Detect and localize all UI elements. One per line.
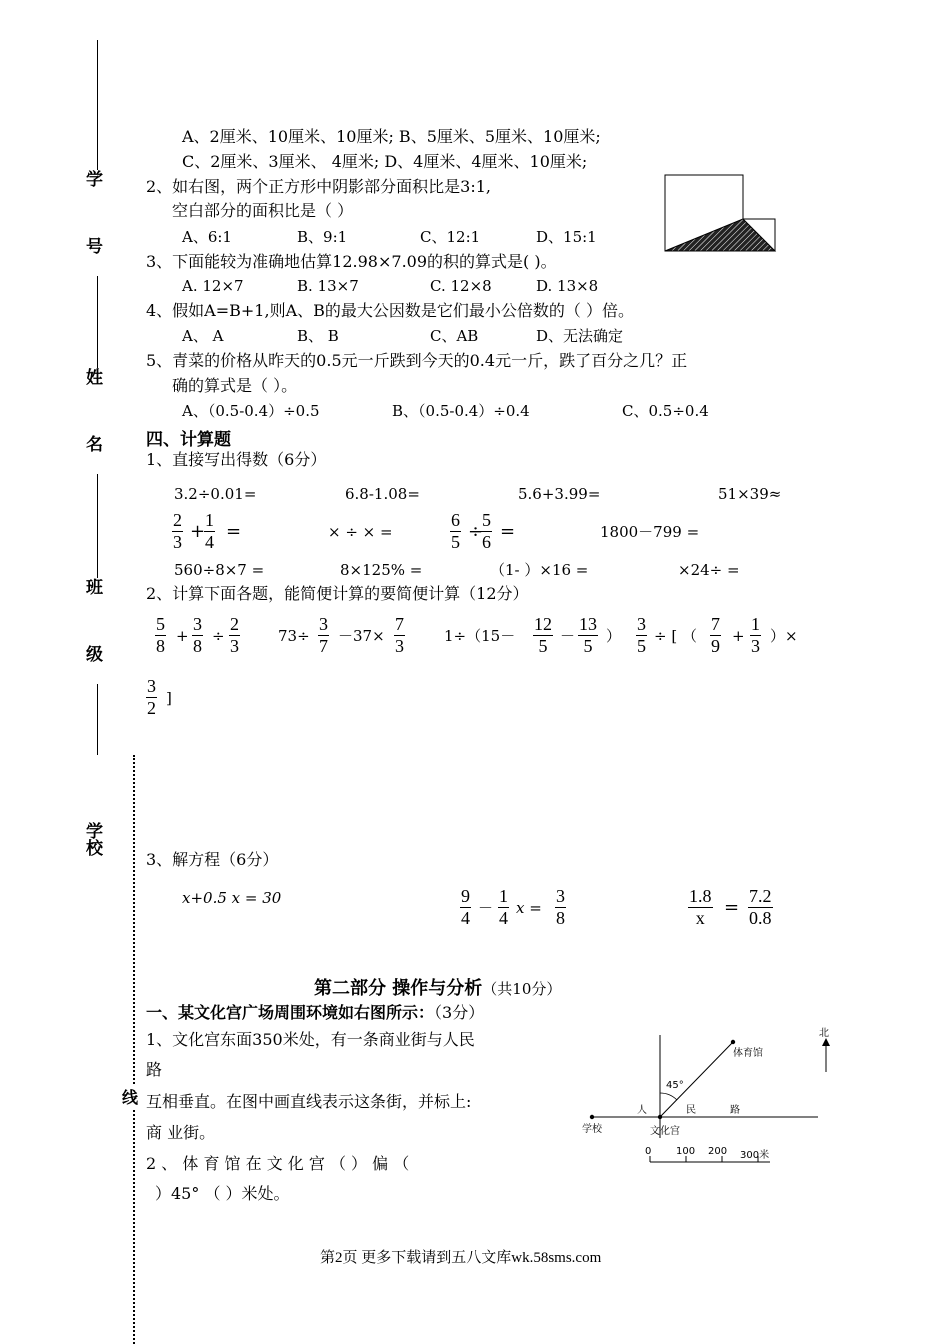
angle-arc (660, 1093, 677, 1100)
q4-option-b: B、 B (297, 327, 339, 345)
shaded-triangle (665, 219, 775, 251)
q5-option-b: B、（0.5-0.4）÷0.4 (392, 402, 530, 420)
q2-option-c: C、12:1 (420, 228, 481, 246)
map-north-label: 北 (819, 1028, 829, 1039)
calc-r3-4: ×24÷ = (678, 561, 740, 579)
e4-frac1: 3 5 (637, 614, 646, 656)
section4-title: 四、计算题 (146, 430, 231, 450)
e4-frac2: 7 9 (711, 614, 720, 656)
e1-frac2: 3 8 (193, 614, 202, 656)
calc-r2-2: × ÷ × = (328, 523, 393, 541)
calc-r2-frac-b: 1 4 (205, 510, 214, 552)
q3-option-b: B. 13×7 (297, 277, 359, 295)
e1-op2: ÷ (212, 627, 225, 645)
q5-option-c: C、0.5÷0.4 (622, 402, 709, 420)
q1-options-row1: A、2厘米、10厘米、10厘米; B、5厘米、5厘米、10厘米; (182, 127, 601, 146)
calc-r2-frac-d: 5 6 (482, 510, 491, 552)
calc-r2-4: 1800－799 = (600, 523, 700, 541)
e4-plus: + (732, 627, 745, 645)
e4-post: ）× (770, 627, 798, 645)
q5-option-a: A、（0.5-0.4）÷0.5 (182, 402, 320, 420)
e3-mid: － (560, 627, 576, 645)
map-scale-200: 200 (708, 1146, 728, 1157)
part2-line6: ）45° （ ）米处。 (155, 1184, 290, 1203)
map-school-label: 学校 (582, 1124, 602, 1135)
q2-line2: 空白部分的面积比是（ ） (172, 201, 354, 220)
e2-mid: －37× (338, 627, 385, 645)
part2-score: （共10分） (482, 980, 562, 998)
map-scale-0: 0 (645, 1146, 652, 1157)
q1-options-row2: C、2厘米、3厘米、 4厘米; D、4厘米、4厘米、10厘米; (182, 152, 588, 171)
map-center-label: 文化宫 (650, 1126, 680, 1137)
calc-r3-3: （1- ）×16 = (490, 561, 589, 579)
q4-line: 4、假如A=B+1,则A、B的最大公因数是它们最小公倍数的（ ）倍。 (146, 301, 634, 320)
part2-q1-title-text: 一、某文化宫广场周围环境如右图所示： (146, 1003, 435, 1022)
part2-line5: 2 、 体 育 馆 在 文 化 宫 （ ） 偏 （ (146, 1154, 410, 1173)
map-scale-100: 100 (676, 1146, 696, 1157)
q2-option-a: A、6:1 (182, 228, 232, 246)
e4-frac3: 1 3 (751, 614, 760, 656)
calc-r2-op1: + (190, 521, 206, 542)
name-label: 姓 名 (80, 368, 105, 474)
q3-option-a: A. 12×7 (182, 277, 244, 295)
e2-frac1: 3 7 (319, 614, 328, 656)
map-angle-label: 45° (666, 1080, 684, 1091)
calc-r1-3: 5.6+3.99= (518, 485, 601, 503)
q3-option-d: D. 13×8 (536, 277, 599, 295)
q3-line: 3、下面能较为准确地估算12.98×7.09的积的算式是( )。 (146, 252, 557, 271)
squares-figure (660, 172, 780, 254)
map-road-char3: 路 (730, 1105, 740, 1116)
school-point (590, 1115, 594, 1119)
binding-line-char: 线 (122, 1085, 138, 1108)
calc-q3-title: 3、解方程（6分） (146, 850, 279, 869)
class-label: 班 级 (80, 578, 105, 684)
eq3-eq: = (724, 897, 740, 918)
eq1: x+0.5 x = 30 (182, 889, 282, 907)
calc-q2-title: 2、计算下面各题，能简便计算的要简便计算（12分） (146, 584, 529, 603)
calc-r2-frac-a: 2 3 (173, 510, 182, 552)
q2-option-b: B、9:1 (297, 228, 348, 246)
e3-pre: 1÷（15－ (444, 627, 516, 645)
part2-title (314, 974, 561, 1000)
calc-r1-4: 51×39≈ (718, 485, 782, 503)
q2-option-d: D、15:1 (536, 228, 597, 246)
e2-frac2: 7 3 (395, 614, 404, 656)
q5-line2: 确的算式是（ ）。 (172, 376, 298, 395)
calc-r1-1: 3.2÷0.01= (174, 485, 257, 503)
calc-r2-op3: ÷ (468, 521, 484, 542)
eq3-frac2: 7.2 0.8 (749, 886, 772, 928)
part2-q1-score: （3分） (434, 1003, 485, 1022)
eq2-op: － (478, 899, 494, 917)
eq3-frac1: 1.8 x (689, 886, 712, 928)
q2-line1: 2、如右图，两个正方形中阴影部分面积比是3:1, (146, 177, 492, 196)
map-figure (570, 1020, 840, 1170)
e4-mid: ÷ [ （ (654, 627, 697, 645)
calc-r1-2: 6.8-1.08= (345, 485, 420, 503)
part2-q1-title (146, 1000, 484, 1023)
e4-tail-bracket: ] (166, 689, 172, 707)
e3-frac1: 12 5 (534, 614, 552, 656)
page-footer: 第2页 更多下载请到五八文库wk.58sms.com (320, 1250, 602, 1266)
e3-frac2: 13 5 (579, 614, 597, 656)
e3-post: ） (606, 627, 622, 645)
student-number-label: 学 号 (80, 170, 105, 276)
eq2-frac3: 3 8 (556, 886, 565, 928)
map-road-char2: 民 (686, 1105, 696, 1116)
q3-option-c: C. 12×8 (430, 277, 492, 295)
part2-line2: 路 (146, 1060, 163, 1079)
q4-option-c: C、AB (430, 327, 479, 345)
e2-pre: 73÷ (278, 627, 310, 645)
calc-r2-frac-c: 6 5 (451, 510, 460, 552)
eq2-frac1: 9 4 (461, 886, 470, 928)
e4-tail-frac: 3 2 (147, 676, 156, 718)
e1-frac1: 5 8 (156, 614, 165, 656)
eq2-var: x = (516, 899, 542, 917)
part2-line4: 商 业街。 (146, 1123, 216, 1142)
e1-frac3: 2 3 (230, 614, 239, 656)
binding-line-dotted (133, 755, 135, 1344)
q4-option-d: D、无法确定 (536, 327, 624, 345)
map-road-char1: 人 (637, 1105, 647, 1116)
map-scale-300: 300米 (740, 1150, 770, 1161)
q4-option-a: A、 A (182, 327, 224, 345)
part2-title-text: 第二部分 操作与分析 (314, 978, 483, 999)
school-label: 学校 (80, 822, 105, 856)
part2-line3: 互相垂直。在图中画直线表示这条街，并标上: (146, 1092, 472, 1111)
part2-line1: 1、文化宫东面350米处，有一条商业街与人民 (146, 1030, 475, 1049)
calc-r2-eq3: = (500, 521, 516, 542)
eq2-frac2: 1 4 (499, 886, 508, 928)
calc-q1-title: 1、直接写出得数（6分） (146, 450, 327, 469)
calc-r2-eq1: = (226, 521, 242, 542)
map-stadium-label: 体育馆 (733, 1048, 763, 1059)
q5-line1: 5、青菜的价格从昨天的0.5元一斤跌到今天的0.4元一斤，跌了百分之几？正 (146, 351, 688, 370)
e1-op1: + (176, 627, 189, 645)
calc-r3-1: 560÷8×7 = (174, 561, 265, 579)
calc-r3-2: 8×125% = (340, 561, 423, 579)
